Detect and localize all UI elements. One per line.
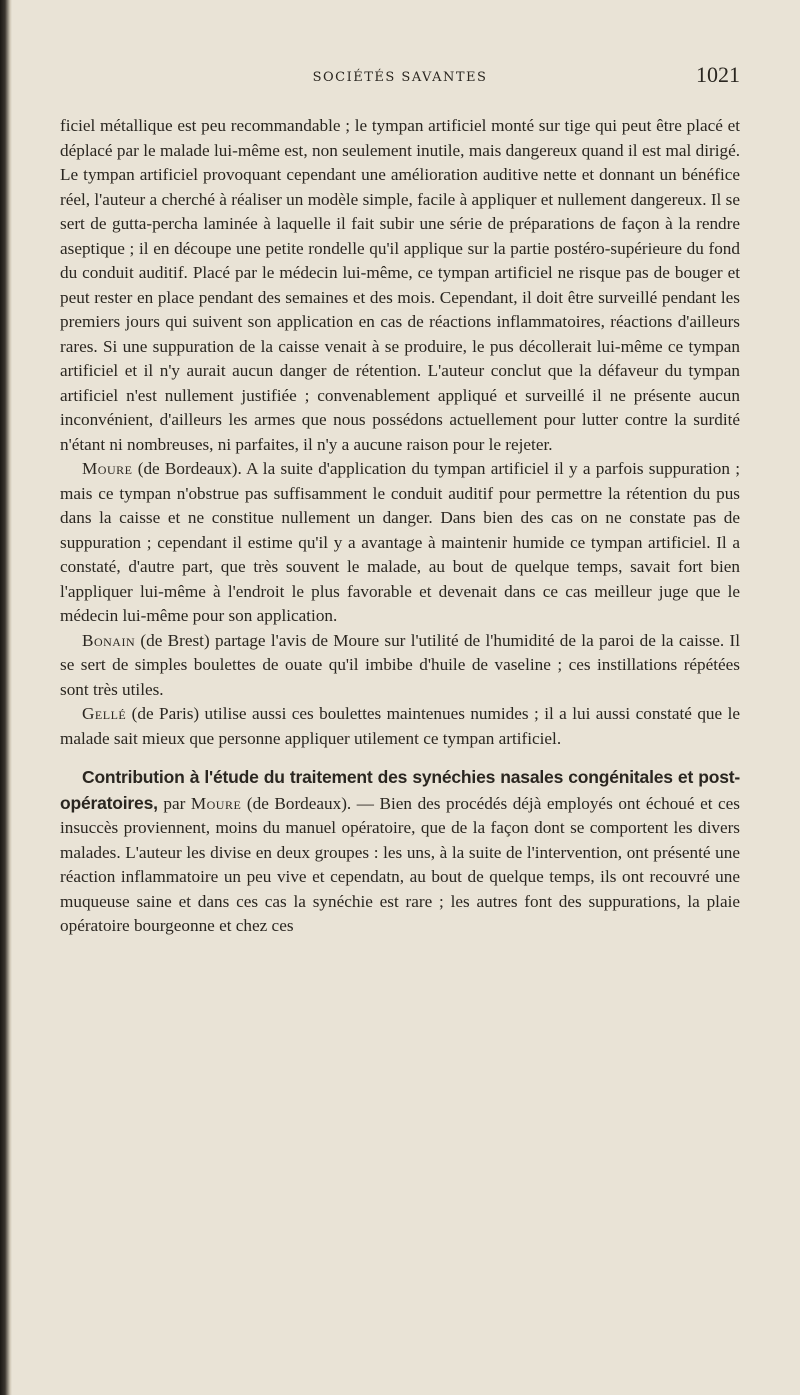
paragraph-bonain [60,629,740,703]
paragraph-continuation: ficiel métallique est peu recommandable ; le tympan artificiel monté sur tige qui peut être placé et déplacé par le malade lui-même est, non seulement inutile, mais dangereux quand il est mal dirigé. Le tympan artificiel provoquant cependant une amélioration auditive nette et donnant un bénéfice réel, l'auteur a cherché à réaliser un modèle simple, facile à appliquer et nullement dangereux. Il se sert de gutta-percha laminée à laquelle il fait subir une série de préparations de façon à la rendre aseptique ; il en découpe une petite rondelle qu'il applique sur la partie postéro-supérieure du fond du conduit auditif. Placé par le médecin lui-même, ce tympan artificiel ne risque pas de bouger et peut rester en place pendant des semaines et des mois. Cependant, il doit être surveillé pendant les premiers jours qui suivent son application en cas de réactions inflammatoires, réactions d'ailleurs rares. Si une suppuration de la caisse venait à se produire, le pus décollerait lui-même ce tympan artificiel et il n'y aurait aucun danger de rétention. L'auteur conclut que la défaveur du tympan artificiel n'est nullement justifiée ; convenablement appliqué et surveillé il ne présente aucun inconvénient, d'ailleurs les armes que nous possédons actuellement pour lutter contre la surdité n'étant ni nombreuses, ni parfaites, il n'y a aucune raison pour le rejeter. [60,116,740,454]
page-number: 1021 [696,62,740,87]
author-name: Bonain [82,630,136,650]
page-edge-shadow [0,0,12,1395]
author-name: Gellé [82,704,127,723]
body-text [60,114,740,939]
paragraph-text: (de Bordeaux). A la suite d'application du tympan artificiel il y a parfois suppuration ; mais ce tympan n'obstrue pas suffisamment le conduit auditif pour permettre la rétention du pus dans la caisse et ne constitue nullement un danger. Dans bien des cas on ne constate pas de suppuration ; cependant il estime qu'il y a avantage à maintenir humide ce tympan artificiel. Il a constaté, d'autre part, que très souvent le malade, au bout de quelque temps, savait fort bien l'appliquer lui-même à l'endroit le plus favorable et devenait dans ce cas meilleur juge que le médecin lui-même pour son application. [60,459,740,625]
paragraph-contribution [60,765,740,939]
paragraph-text: (de Paris) utilise aussi ces boulettes maintenues numides ; il a lui aussi constaté que le malade sait mieux que personne appliquer utilement ce tympan artificiel. [60,704,740,748]
author-name: Moure [190,793,242,813]
running-head [60,60,740,100]
paragraph-moure [60,457,740,629]
section-gap [60,751,740,765]
running-title: SOCIÉTÉS SAVANTES [312,70,488,85]
by-word: par [157,793,191,813]
article-heading: Contribution à l'étude du traitement des synéchies nasales congénitales et post-opératoires, [60,767,740,813]
paragraph-text: (de Brest) partage l'avis de Moure sur l'utilité de l'humidité de la paroi de la caisse. Il se sert de simples boulettes de ouate qu'il imbibe d'huile de vaseline ; ces instillations répétées sont très utiles. [60,630,740,699]
author-name: Moure [82,459,133,478]
paragraph-text: (de Bordeaux). — Bien des procédés déjà employés ont échoué et ces insuccès proviennent, moins du manuel opératoire, que de la façon dont se comportent les divers malades. L'auteur les divise en deux groupes : les uns, à la suite de l'intervention, ont présenté une réaction inflammatoire un peu vive et cependatn, au bout de quelque temps, ils ont recouvré une muqueuse saine et dans ces cas la synéchie est rare ; les autres font des suppurations, la plaie opératoire bourgeonne et chez ces [60,793,740,935]
book-page [60,60,740,1360]
paragraph-gelle [60,702,740,751]
